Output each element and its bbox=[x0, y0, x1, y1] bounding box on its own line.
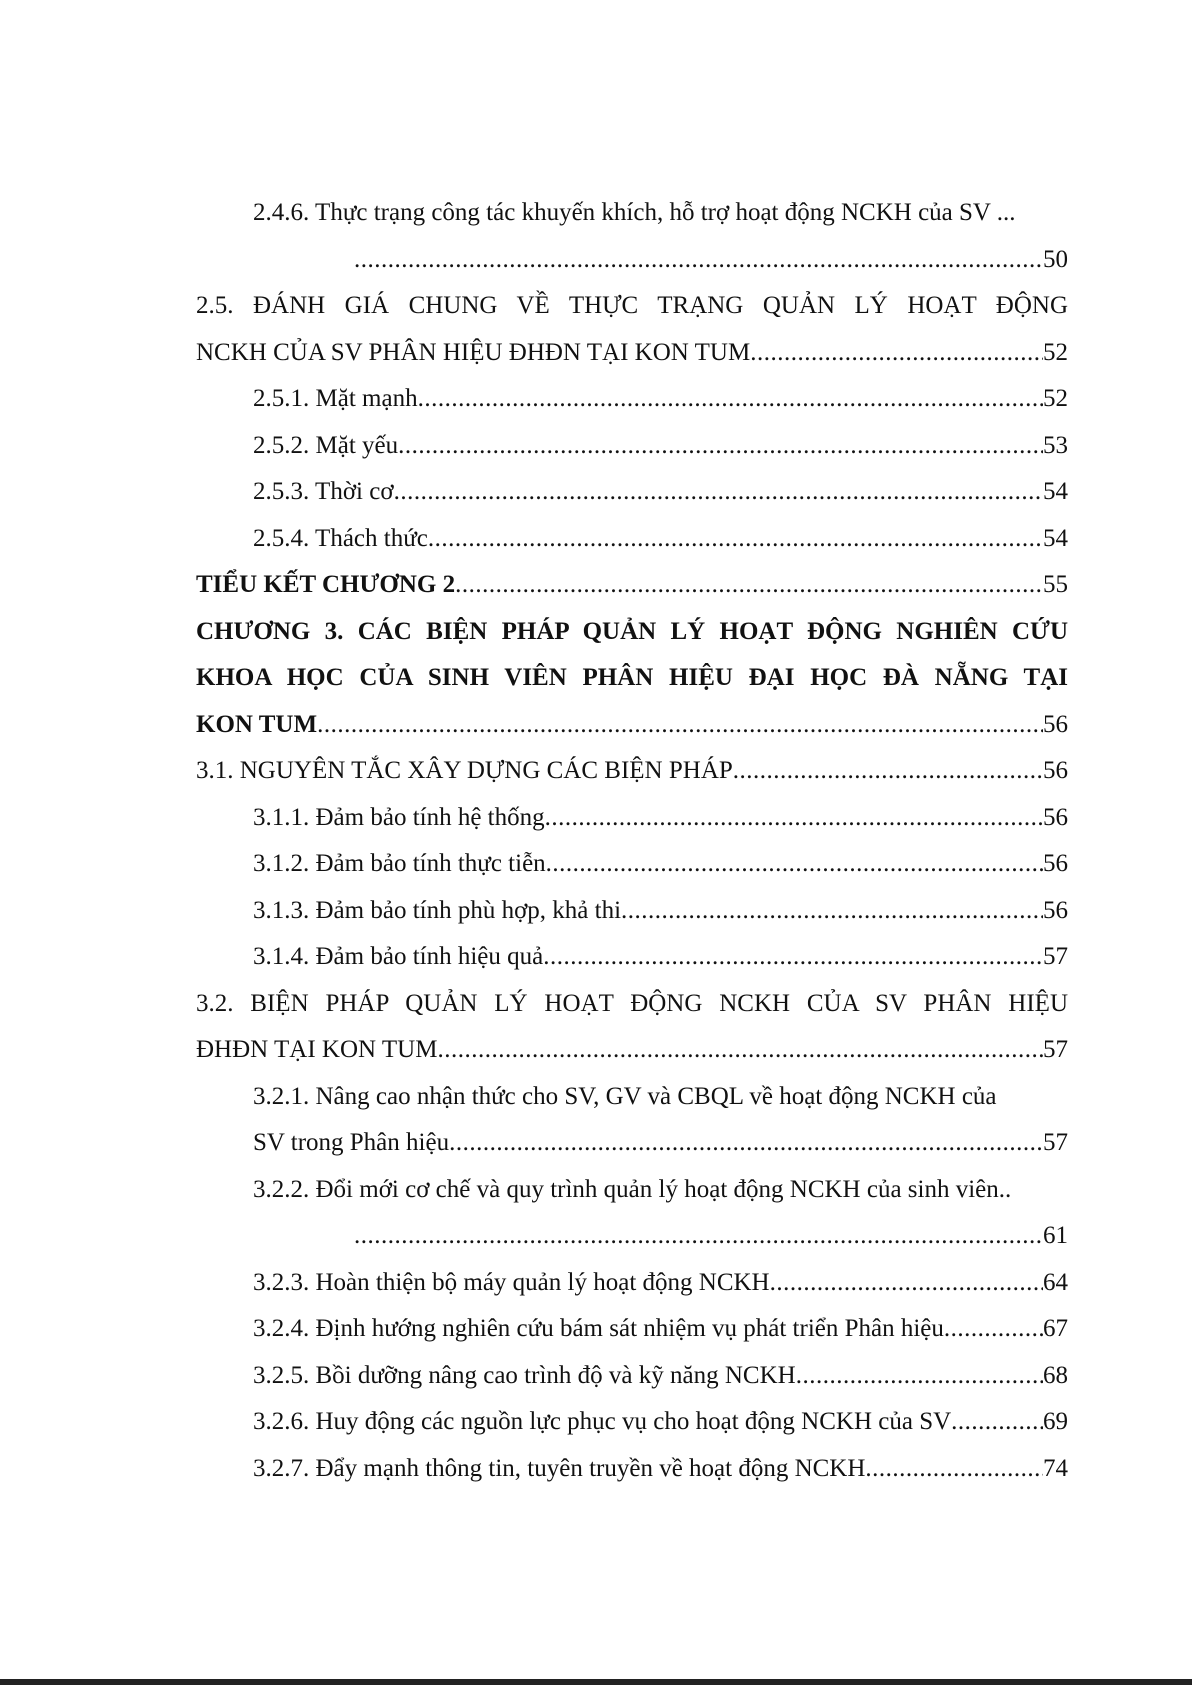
toc-entry-2-5-1 bbox=[196, 376, 1068, 423]
toc-entry-chuong-3-line3 bbox=[196, 702, 1068, 749]
toc-page-number: 54 bbox=[1043, 478, 1068, 505]
dot-leader bbox=[546, 841, 1043, 888]
toc-entry-2-5-cont bbox=[196, 330, 1068, 377]
toc-entry-3-1-4 bbox=[196, 934, 1068, 981]
toc-page-number: 64 bbox=[1043, 1268, 1068, 1296]
toc-entry-title: TIỂU KẾT CHƯƠNG 2 bbox=[196, 571, 456, 598]
dot-leader bbox=[865, 1446, 1043, 1493]
toc-entry-title: 3.2.6. Huy động các nguồn lực phục vụ cho hoạt động NCKH của SV bbox=[253, 1408, 952, 1435]
dot-leader bbox=[317, 702, 1043, 749]
toc-page-number: 53 bbox=[1043, 431, 1068, 459]
toc-entry-title: 3.1.3. Đảm bảo tính phù hợp, khả thi bbox=[253, 896, 622, 924]
toc-entry-2-4-6-cont bbox=[196, 237, 1068, 284]
toc-entry-3-2 bbox=[196, 981, 1068, 1028]
toc-entry-2-4-6 bbox=[196, 190, 1068, 237]
toc-page-number: 56 bbox=[1043, 757, 1068, 784]
toc-entry-title: 3.2.2. Đổi mới cơ chế và quy trình quản lý hoạt động NCKH của sinh viên.. bbox=[253, 1175, 1012, 1203]
toc-entry-3-2-6 bbox=[196, 1399, 1068, 1446]
toc-entry-title: KON TUM bbox=[196, 710, 318, 738]
toc-page-number: 56 bbox=[1043, 850, 1068, 877]
toc-entry-title: 2.5.2. Mặt yếu bbox=[253, 431, 399, 459]
toc-page-number: 67 bbox=[1043, 1315, 1068, 1342]
toc-entry-title: 3.1.4. Đảm bảo tính hiệu quả bbox=[253, 943, 544, 970]
toc-entry-3-1 bbox=[196, 748, 1068, 795]
toc-page-number: 57 bbox=[1043, 943, 1068, 970]
toc-entry-title: 2.5.3. Thời cơ bbox=[253, 478, 394, 505]
toc-entry-3-1-1 bbox=[196, 795, 1068, 842]
toc-page-number: 52 bbox=[1043, 338, 1068, 366]
dot-leader bbox=[398, 423, 1043, 470]
toc-entry-title: 2.5. ĐÁNH GIÁ CHUNG VỀ THỰC TRẠNG QUẢN LÝ HOẠT ĐỘNG bbox=[196, 292, 1068, 319]
dot-leader bbox=[418, 376, 1043, 423]
dot-leader bbox=[354, 1213, 1043, 1260]
toc-page-number: 74 bbox=[1043, 1454, 1068, 1482]
table-of-contents bbox=[196, 190, 1068, 1492]
toc-entry-title: NCKH CỦA SV PHÂN HIỆU ĐHĐN TẠI KON TUM bbox=[196, 338, 751, 366]
toc-entry-3-2-5 bbox=[196, 1353, 1068, 1400]
toc-page-number: 52 bbox=[1043, 385, 1068, 412]
dot-leader bbox=[951, 1399, 1043, 1446]
toc-page-number: 50 bbox=[1043, 245, 1068, 273]
toc-entry-3-2-2-cont bbox=[196, 1213, 1068, 1260]
toc-entry-tieu-ket-chuong-2 bbox=[196, 562, 1068, 609]
dot-leader bbox=[796, 1353, 1043, 1400]
toc-page-number: 54 bbox=[1043, 524, 1068, 552]
dot-leader bbox=[455, 562, 1043, 609]
toc-entry-3-2-3 bbox=[196, 1260, 1068, 1307]
toc-page-number: 57 bbox=[1043, 1129, 1068, 1156]
toc-page-number: 56 bbox=[1043, 710, 1068, 738]
toc-entry-2-5-3 bbox=[196, 469, 1068, 516]
toc-page-number: 55 bbox=[1043, 571, 1068, 598]
toc-page-number: 61 bbox=[1043, 1222, 1068, 1249]
toc-entry-title: SV trong Phân hiệu bbox=[253, 1129, 450, 1156]
toc-entry-3-2-2 bbox=[196, 1167, 1068, 1214]
toc-entry-3-2-1-cont bbox=[196, 1120, 1068, 1167]
toc-page-number: 56 bbox=[1043, 803, 1068, 831]
dot-leader bbox=[545, 795, 1043, 842]
toc-page-number: 68 bbox=[1043, 1361, 1068, 1389]
dot-leader bbox=[750, 330, 1043, 377]
toc-entry-chuong-3-line2 bbox=[196, 655, 1068, 702]
page-bottom-edge bbox=[0, 1679, 1192, 1685]
dot-leader bbox=[394, 469, 1043, 516]
toc-entry-title: 3.1.1. Đảm bảo tính hệ thống bbox=[253, 803, 545, 831]
dot-leader bbox=[449, 1120, 1043, 1167]
toc-entry-title: 3.2. BIỆN PHÁP QUẢN LÝ HOẠT ĐỘNG NCKH CỦA SV PHÂN HIỆU bbox=[196, 989, 1068, 1017]
toc-page-number: 69 bbox=[1043, 1408, 1068, 1435]
toc-entry-title: ĐHĐN TẠI KON TUM bbox=[196, 1036, 438, 1063]
toc-entry-2-5-2 bbox=[196, 423, 1068, 470]
dot-leader bbox=[428, 516, 1043, 563]
toc-entry-title: CHƯƠNG 3. CÁC BIỆN PHÁP QUẢN LÝ HOẠT ĐỘNG NGHIÊN CỨU bbox=[196, 617, 1068, 645]
toc-entry-title: 2.5.4. Thách thức bbox=[253, 524, 428, 552]
toc-entry-3-1-2 bbox=[196, 841, 1068, 888]
toc-entry-title: 3.2.3. Hoàn thiện bộ máy quản lý hoạt động NCKH bbox=[253, 1268, 770, 1296]
toc-entry-3-2-7 bbox=[196, 1446, 1068, 1493]
toc-entry-3-2-cont bbox=[196, 1027, 1068, 1074]
toc-entry-2-5 bbox=[196, 283, 1068, 330]
dot-leader bbox=[944, 1306, 1043, 1353]
toc-entry-title: 3.2.4. Định hướng nghiên cứu bám sát nhiệm vụ phát triển Phân hiệu bbox=[253, 1315, 944, 1342]
dot-leader bbox=[543, 934, 1043, 981]
dot-leader bbox=[354, 237, 1043, 284]
toc-entry-3-1-3 bbox=[196, 888, 1068, 935]
toc-entry-title: 3.2.1. Nâng cao nhận thức cho SV, GV và CBQL về hoạt động NCKH của bbox=[253, 1082, 997, 1110]
toc-entry-title: 3.2.7. Đẩy mạnh thông tin, tuyên truyền về hoạt động NCKH bbox=[253, 1454, 866, 1482]
toc-page-number: 57 bbox=[1043, 1036, 1068, 1063]
toc-entry-2-5-4 bbox=[196, 516, 1068, 563]
toc-entry-3-2-1 bbox=[196, 1074, 1068, 1121]
toc-entry-title: 3.2.5. Bồi dưỡng nâng cao trình độ và kỹ năng NCKH bbox=[253, 1361, 796, 1389]
dot-leader bbox=[770, 1260, 1043, 1307]
toc-entry-title: 3.1. NGUYÊN TẮC XÂY DỰNG CÁC BIỆN PHÁP bbox=[196, 757, 733, 784]
toc-page-number: 56 bbox=[1043, 896, 1068, 924]
toc-entry-title: KHOA HỌC CỦA SINH VIÊN PHÂN HIỆU ĐẠI HỌC ĐÀ NẴNG TẠI bbox=[196, 664, 1068, 691]
toc-entry-title: 2.5.1. Mặt mạnh bbox=[253, 385, 418, 412]
toc-entry-title: 2.4.6. Thực trạng công tác khuyến khích, hỗ trợ hoạt động NCKH của SV ... bbox=[253, 199, 1016, 226]
dot-leader bbox=[437, 1027, 1043, 1074]
dot-leader bbox=[621, 888, 1043, 935]
toc-entry-3-2-4 bbox=[196, 1306, 1068, 1353]
toc-entry-title: 3.1.2. Đảm bảo tính thực tiễn bbox=[253, 850, 546, 877]
dot-leader bbox=[733, 748, 1043, 795]
toc-entry-chuong-3 bbox=[196, 609, 1068, 656]
